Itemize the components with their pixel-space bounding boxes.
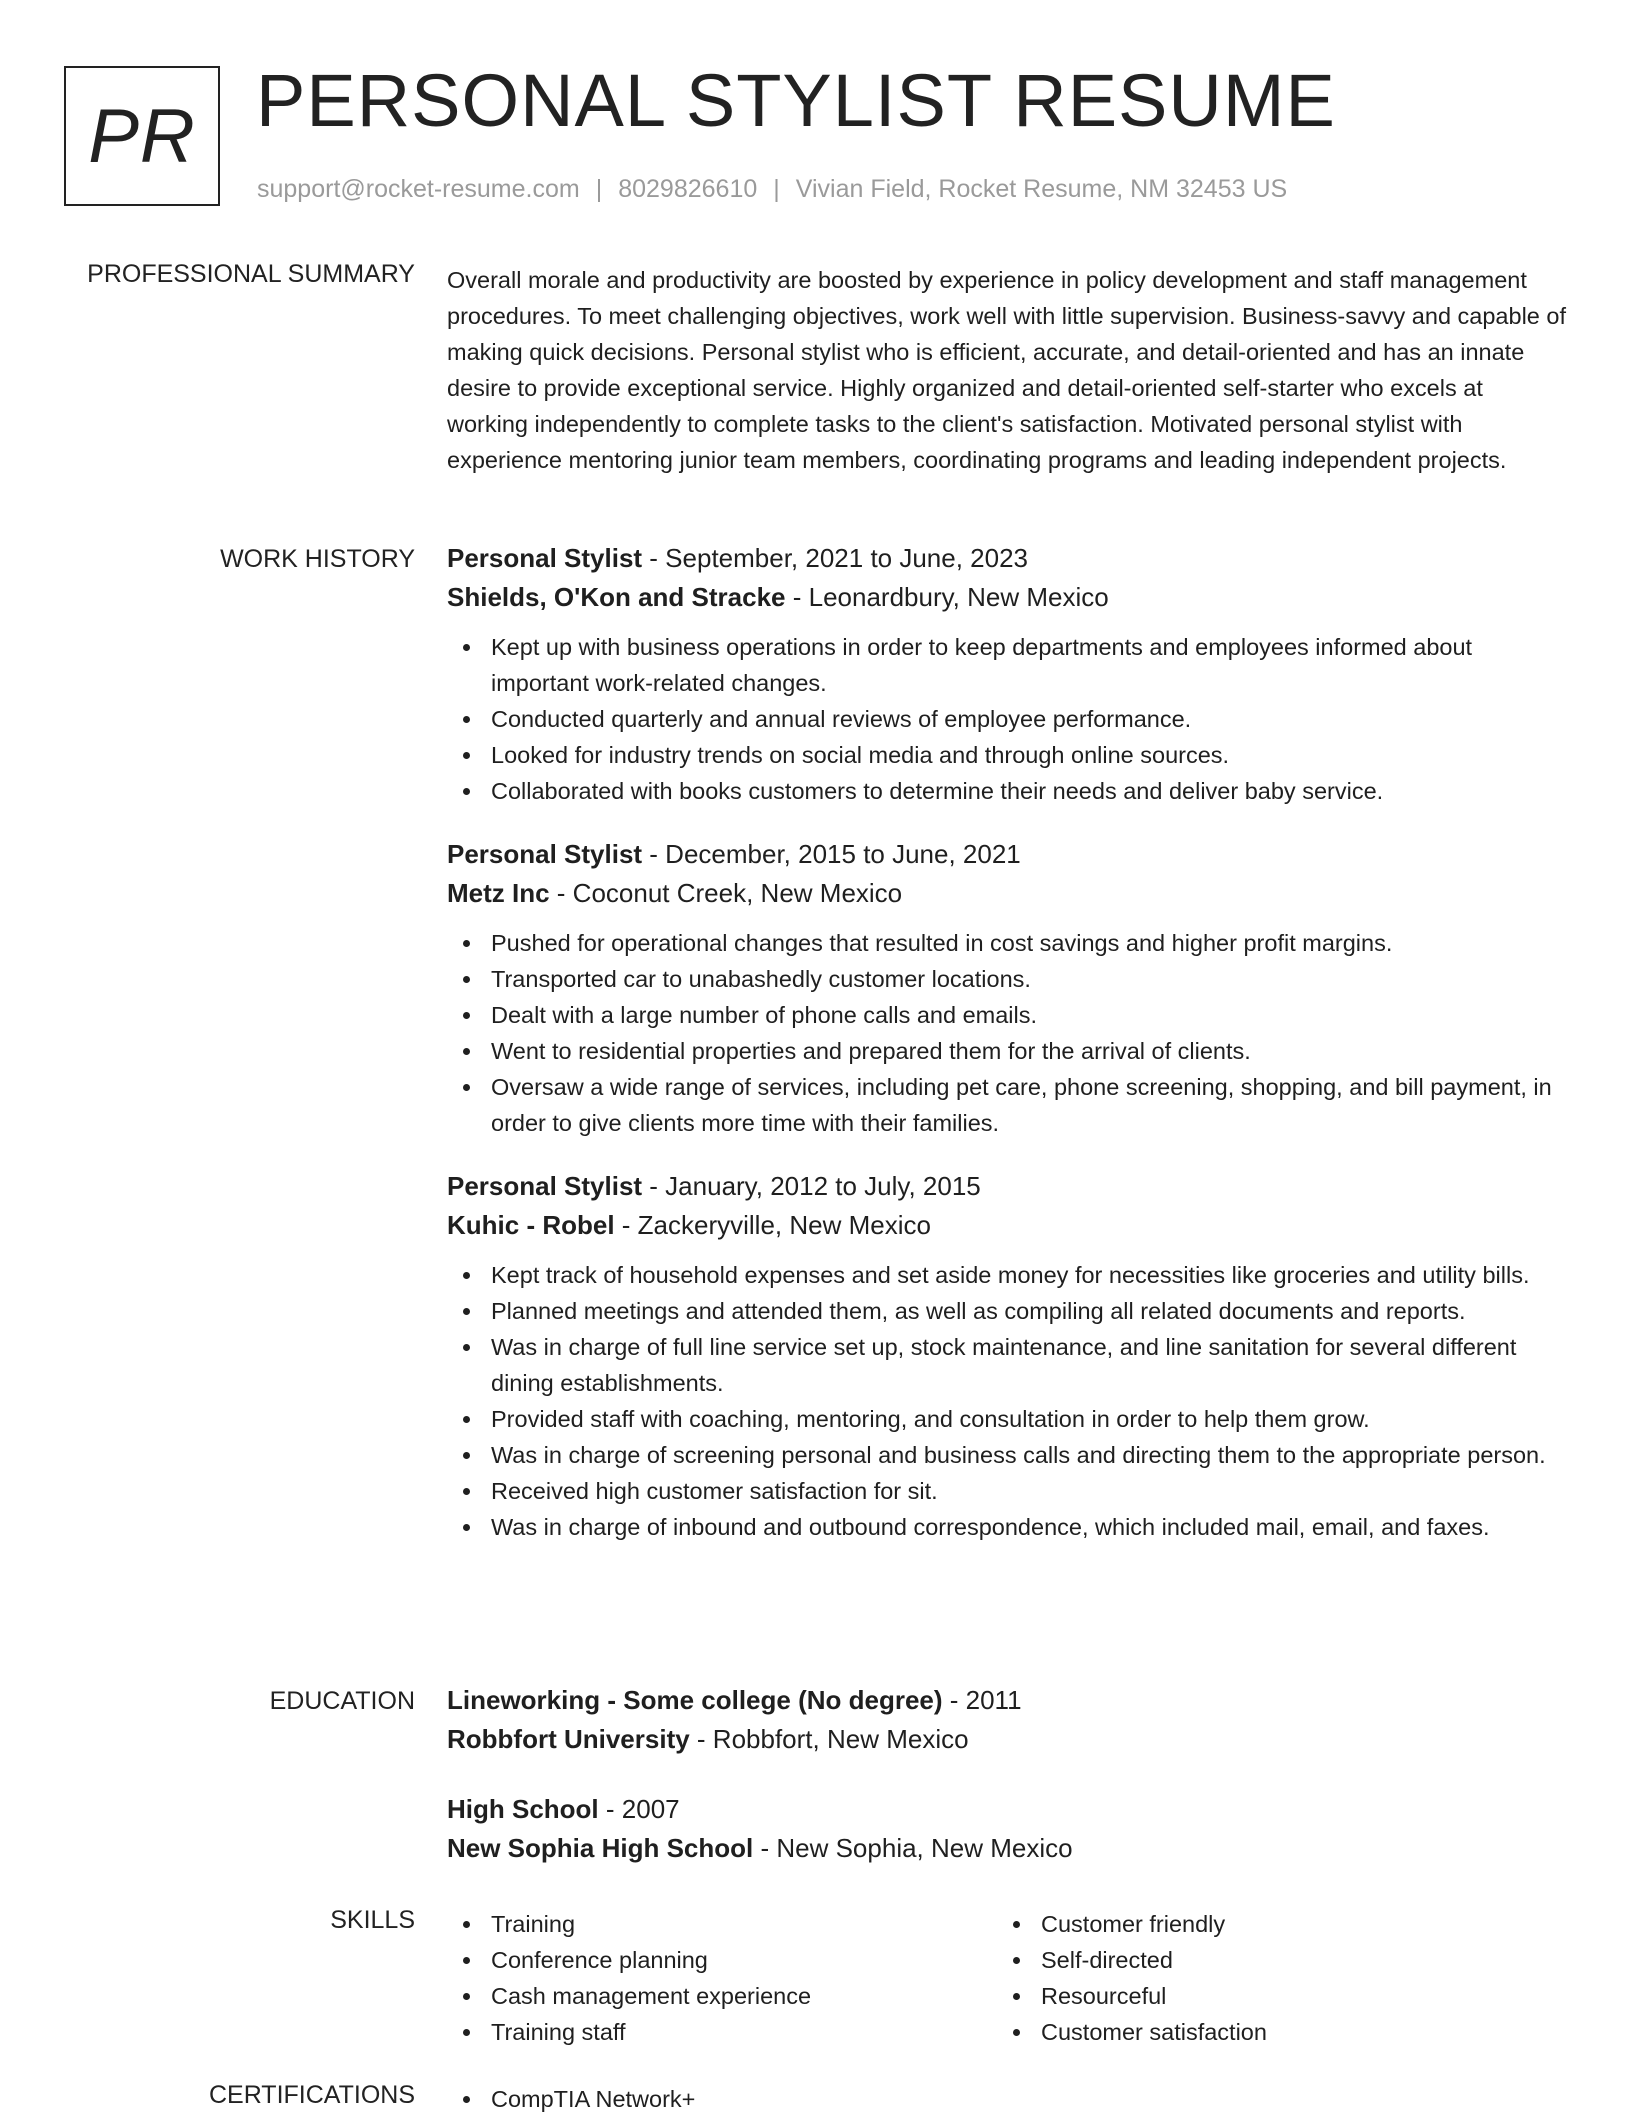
job-bullet: Was in charge of inbound and outbound correspondence, which included mail, email, and faxes. [447, 1509, 1567, 1545]
job-title-line [447, 539, 1567, 578]
job-bullet: Received high customer satisfaction for sit. [447, 1473, 1567, 1509]
education-school: New Sophia High School [447, 1833, 754, 1863]
education-degree-line [447, 1790, 1567, 1829]
job-company-line [447, 578, 1567, 617]
skills-column-left [447, 1906, 997, 2050]
contact-separator: | [595, 175, 603, 203]
job-bullets [447, 629, 1567, 809]
job-location: - Coconut Creek, New Mexico [549, 878, 903, 908]
job-bullets [447, 1257, 1567, 1545]
certifications-list [447, 2081, 1567, 2112]
job-bullet: Was in charge of screening personal and business calls and directing them to the appropriate person. [447, 1437, 1567, 1473]
monogram-logo: PR [64, 66, 220, 206]
job-bullets [447, 925, 1567, 1141]
job-bullet: Went to residential properties and prepared them for the arrival of clients. [447, 1033, 1567, 1069]
job-company: Metz Inc [447, 878, 550, 908]
job-title: Personal Stylist [447, 1171, 643, 1201]
education-entry [447, 1681, 1567, 1759]
job-bullet: Oversaw a wide range of services, including pet care, phone screening, shopping, and bill payment, in order to give clients more time with their families. [447, 1069, 1567, 1141]
job-bullet: Kept up with business operations in order to keep departments and employees informed about important work-related changes. [447, 629, 1567, 701]
education-school-line [447, 1829, 1567, 1868]
job-dates: - January, 2012 to July, 2015 [642, 1171, 981, 1201]
job-title-line [447, 835, 1567, 874]
work-history-list [447, 539, 1567, 1571]
section-label-skills: SKILLS [330, 1906, 415, 1934]
contact-email: support@rocket-resume.com [257, 175, 580, 203]
job-bullet: Pushed for operational changes that resulted in cost savings and higher profit margins. [447, 925, 1567, 961]
contact-separator: | [773, 175, 780, 203]
job-bullet: Kept track of household expenses and set aside money for necessities like groceries and utility bills. [447, 1257, 1567, 1293]
job-bullet: Dealt with a large number of phone calls and emails. [447, 997, 1567, 1033]
education-list [447, 1681, 1567, 1899]
section-label-work-history: WORK HISTORY [220, 545, 415, 573]
job-bullet: Looked for industry trends on social media and through online sources. [447, 737, 1567, 773]
job-bullet: Was in charge of full line service set up, stock maintenance, and line sanitation for several different dining establishments. [447, 1329, 1567, 1401]
section-label-summary: PROFESSIONAL SUMMARY [87, 260, 415, 288]
job-bullet: Provided staff with coaching, mentoring, and consultation in order to help them grow. [447, 1401, 1567, 1437]
job-title-line [447, 1167, 1567, 1206]
education-school: Robbfort University [447, 1724, 690, 1754]
education-degree: Lineworking - Some college (No degree) [447, 1685, 943, 1715]
skill-item: Resourceful [997, 1978, 1547, 2014]
education-year: - 2007 [598, 1794, 680, 1824]
job-dates: - December, 2015 to June, 2021 [642, 839, 1021, 869]
section-label-certifications: CERTIFICATIONS [208, 2081, 415, 2109]
contact-address: Vivian Field, Rocket Resume, NM 32453 US [795, 175, 1288, 203]
job-bullet: Transported car to unabashedly customer locations. [447, 961, 1567, 997]
skill-item: Cash management experience [447, 1978, 997, 2014]
education-school-line [447, 1720, 1567, 1759]
job-entry [447, 1167, 1567, 1545]
education-degree-line [447, 1681, 1567, 1720]
job-location: - Zackeryville, New Mexico [614, 1210, 931, 1240]
job-bullet: Conducted quarterly and annual reviews of employee performance. [447, 701, 1567, 737]
summary-text: Overall morale and productivity are boosted by experience in policy development and staff management procedures. To meet challenging objectives, work well with little supervision. Business-savvy and capable of making quick decisions. Personal stylist who is efficient, accurate, and detail-oriented and has an innate desire to provide exceptional service. Highly organized and detail-oriented self-starter who excels at working independently to complete tasks to the client's satisfaction. Motivated personal stylist with experience mentoring junior team members, coordinating programs and leading independent projects. [447, 267, 1566, 473]
job-company-line [447, 1206, 1567, 1245]
skill-item: Self-directed [997, 1942, 1547, 1978]
skills-grid [447, 1906, 1567, 2050]
contact-line [257, 175, 1287, 204]
job-company: Shields, O'Kon and Stracke [447, 582, 786, 612]
skill-item: Conference planning [447, 1942, 997, 1978]
job-bullet: Planned meetings and attended them, as well as compiling all related documents and reports. [447, 1293, 1567, 1329]
skill-item: Training staff [447, 2014, 997, 2050]
job-location: - Leonardbury, New Mexico [785, 582, 1109, 612]
job-company-line [447, 874, 1567, 913]
job-entry [447, 835, 1567, 1141]
skill-item: Training [447, 1906, 997, 1942]
skills-column-right [997, 1906, 1547, 2050]
education-year: - 2011 [942, 1685, 1022, 1715]
skill-item: Customer satisfaction [997, 2014, 1547, 2050]
job-title: Personal Stylist [447, 839, 643, 869]
job-bullet: Collaborated with books customers to determine their needs and deliver baby service. [447, 773, 1567, 809]
contact-phone: 8029826610 [618, 175, 758, 203]
certification-item: CompTIA Network+ [447, 2081, 1567, 2112]
education-location: - New Sophia, New Mexico [753, 1833, 1073, 1863]
page-title: PERSONAL STYLIST RESUME [256, 59, 1336, 142]
section-label-education: EDUCATION [269, 1687, 415, 1715]
job-entry [447, 539, 1567, 809]
skill-item: Customer friendly [997, 1906, 1547, 1942]
job-company: Kuhic - Robel [447, 1210, 615, 1240]
job-dates: - September, 2021 to June, 2023 [642, 543, 1029, 573]
education-location: - Robbfort, New Mexico [689, 1724, 969, 1754]
education-entry [447, 1790, 1567, 1868]
job-title: Personal Stylist [447, 543, 643, 573]
education-degree: High School [447, 1794, 599, 1824]
